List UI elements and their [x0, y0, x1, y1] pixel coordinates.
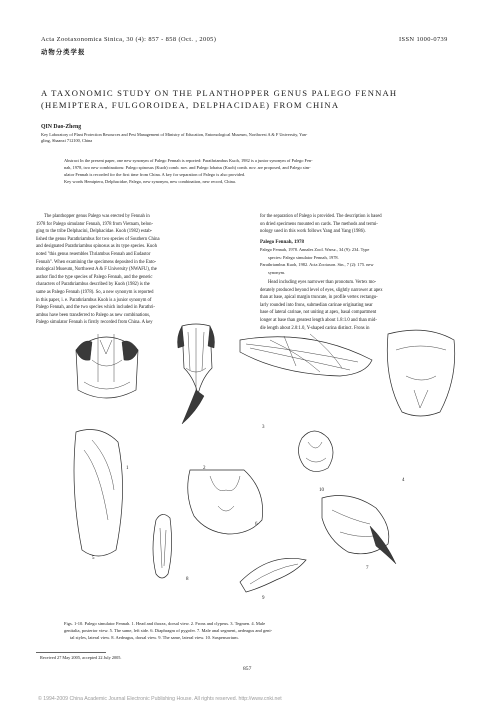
abstract-line: Abstract In the present paper, one new synonym of Palego Fennah is reported: Parathriambus Kuoh, 1982 is a junior synonym of Palego Fen-	[64, 158, 313, 163]
affiliation-line: Key Laboratory of Plant Protection Resources and Pest Management of Ministry of Education, Entomological Museum, Northwest A & F University, Yan-	[41, 132, 308, 137]
journal-chinese-title: 动物分类学报	[41, 48, 86, 56]
body-line: noted "this genus resembles Thriambus Fennah and Eudastor	[36, 251, 151, 257]
fig-label-9: 9	[262, 596, 265, 601]
left-column	[36, 213, 252, 327]
fig5-male-genitalia-side-drawing	[74, 430, 123, 556]
genus-heading: Palego Fennah, 1978	[260, 239, 305, 245]
synonymy-line: Palego Fennah, 1978. Annales Zool. Warsz., 34 (9): 234. Type	[260, 247, 370, 253]
body-line: 1978 for Palego simulator Fennah, 1978 from Vietnam, belon-	[36, 221, 154, 227]
fig-label-1: 1	[126, 466, 129, 471]
body-line: and designated Parathriambus spinosus as its type species. Kuoh	[36, 244, 157, 250]
fig9-aedeagus-lateral-drawing	[240, 558, 306, 592]
issn: ISSN 1000-0739	[399, 36, 448, 43]
fig2-frons-clypeus-drawing	[178, 324, 215, 424]
journal-citation: Acta Zootaxonomica Sinica, 30 (4): 857 - 858 (Oct. , 2005)	[41, 36, 217, 43]
fig-label-10: 10	[319, 488, 324, 493]
fig8-aedeagus-dorsal-drawing	[153, 514, 172, 578]
fig-label-2: 2	[203, 466, 206, 471]
caption-line: genitalia, posterior view. 5. The same, left side. 6. Diaphragm of pygofer. 7. Male anal segment, aedeagus and geni-	[64, 628, 273, 634]
body-line: author find the type species of Palego Fennah, and the generic	[36, 274, 153, 280]
affiliation-line: gling, Shaanxi 712100, China	[41, 138, 93, 144]
body-line: Head including eyes narrower than pronotum. Vertex mo-	[268, 280, 377, 285]
body-line: lished the genus Parathriambus for two species of Southern China	[36, 236, 160, 242]
body-line: characters of Parathriambus described by Kuoh (1982) is the	[36, 282, 150, 288]
title-line-1: A TAXONOMIC STUDY ON THE PLANTHOPPER GENUS PALEGO FENNAH	[41, 88, 398, 98]
caption-line: tal styles, lateral view. 8. Aedeagus, dorsal view. 9. The same, lateral view. 10. Suspensorium.	[70, 635, 239, 641]
body-line: in this paper, i. e. Parathriambus Kuoh is a junior synonym of	[36, 297, 152, 303]
fig-label-8: 8	[186, 577, 189, 582]
fig7-anal-segment-drawing	[322, 496, 396, 564]
body-line: ambus have been transferred to Palego as new combinations,	[36, 312, 151, 318]
body-line: base of lateral carinae, not uniting at apex, basal compartment	[260, 310, 377, 316]
fig-label-4: 4	[402, 478, 405, 483]
synonymy-line: species: Palego simulator Fennah, 1978.	[268, 254, 339, 260]
footnote-rule	[36, 652, 106, 653]
synonymy-line: Parathriambus Kuoh, 1982. Acta Zootaxon. Sin., 7 (2): 175. new	[260, 262, 374, 268]
fig1-head-thorax-drawing	[76, 334, 138, 398]
body-line: dle length about 2.0:1.0, Y-shaped carina distinct. Frons in	[260, 325, 370, 331]
fig3-tegmen-drawing	[240, 334, 372, 376]
fig-label-6: 6	[255, 522, 258, 527]
body-line: ging to the tribe Delphacini, Delphacidae. Kuoh (1982) estab-	[36, 229, 153, 235]
article-title	[41, 88, 471, 111]
body-line: larly rounded into frons, submedian carinae originating near	[260, 302, 373, 308]
keywords: Key words Hemiptera, Delphacidae, Palego, new synonym, new combination, new record, China.	[64, 179, 236, 184]
abstract-line: nah, 1978, two new combinations: Palego spinosus (Kuoh) comb. nov. and Palego lobatus (Kuoh) comb. nov. are proposed, and Palego sim-	[64, 165, 311, 170]
figure-caption	[64, 620, 474, 642]
body-line: Palego simulator Fennah is firstly recorded from China. A key	[36, 320, 153, 326]
affiliation	[41, 132, 471, 145]
figure-plate	[70, 320, 460, 610]
page-number: 857	[243, 666, 252, 672]
fig10-suspensorium-drawing	[298, 431, 333, 472]
fig6-diaphragm-drawing	[188, 470, 263, 534]
fig4-male-genitalia-posterior-drawing	[387, 330, 454, 416]
caption-line: Figs. 1-10. Palego simulator Fennah. 1. Head and thorax, dorsal view. 2. Frons and clypeus. 3. Tegmen. 4. Male	[64, 621, 266, 626]
body-line: Palego Fennah, and the two species which included in Parathri-	[36, 305, 155, 311]
synonymy-line: synonym.	[268, 269, 286, 275]
body-line: derately produced beyond level of eyes, slightly narrower at apex	[260, 287, 383, 293]
right-column	[260, 213, 474, 332]
title-line-2: (HEMIPTERA, FULGOROIDEA, DELPHACIDAE) FROM CHINA	[41, 99, 340, 110]
body-line: mological Museum, Northwest A & F University (NWAFU), the	[36, 267, 157, 273]
author: QIN Dao-Zheng	[41, 124, 82, 130]
body-line: nology used in this work follows Yang and Yang (1986).	[260, 229, 366, 235]
abstract-line: ulator Fennah is recorded for the first time from China. A key for separation of Palego is also provided.	[64, 172, 246, 177]
body-line: same as Palego Fennah (1978). So, a new synonym is reported	[36, 289, 154, 295]
fig-label-3: 3	[262, 425, 265, 430]
body-line: on dried specimens mounted on cards. The methods and termi-	[260, 221, 378, 227]
received-note: Received 27 May 2005, accepted 22 July 2005.	[40, 655, 122, 660]
body-line: for the separation of Palego is provided. The description is based	[260, 214, 382, 219]
abstract	[64, 157, 474, 185]
body-line: longer at base than greatest length about 1.8:1.0 and than mid-	[260, 317, 377, 323]
copyright-footer: © 1994-2009 China Academic Journal Electronic Publishing House. All rights reserved. http://www.cnki.net	[38, 696, 282, 702]
fig-label-7: 7	[366, 566, 369, 571]
body-line: Fennah". When examining the specimens deposited in the Ento-	[36, 259, 157, 265]
body-line: than at base, apical margin truncate, in profile vertex rectangu-	[260, 295, 378, 301]
fig-label-5: 5	[92, 556, 95, 561]
body-line: The planthopper genus Palego was erected by Fennah in	[44, 214, 150, 219]
